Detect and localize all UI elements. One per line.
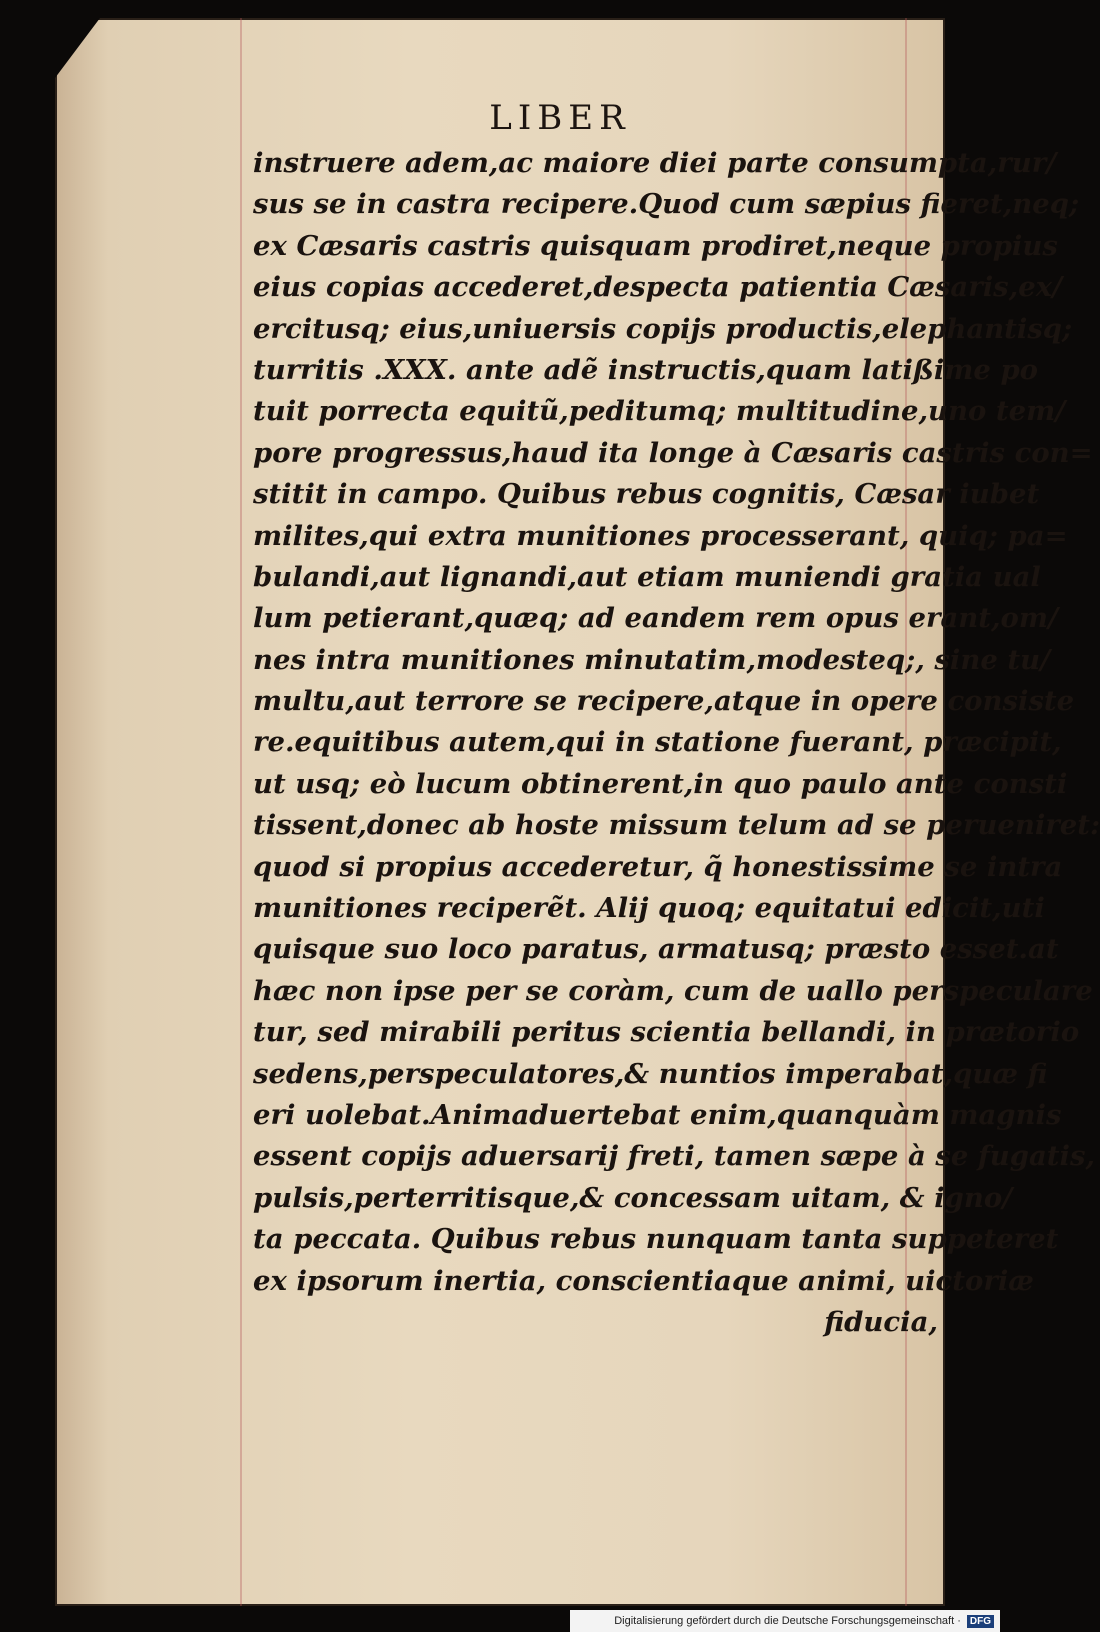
text-line: ta peccata. Quibus rebus nunquam tanta suppeteret [253, 1223, 1059, 1256]
text-line: eius copias accederet,despecta patientia Cæsaris,ex/ [253, 271, 1063, 304]
text-line: ex ipsorum inertia, conscientiaque animi, uictoriæ [253, 1264, 1034, 1297]
text-line: munitiones reciperẽt. Alij quoq; equitatui edicit,uti [253, 892, 1045, 925]
text-line: essent copijs aduersarij freti, tamen sæpe à se fugatis, [253, 1140, 1095, 1173]
text-line: pore progressus,haud ita longe à Cæsaris castris con= [253, 436, 1093, 469]
text-line: nes intra munitiones minutatim,modesteq;, sine tu/ [253, 643, 1051, 676]
text-line: ercitusq; eius,uniuersis copijs productis,elephantisq; [253, 312, 1073, 345]
text-line: multu,aut terrore se recipere,atque in opere consiste [253, 685, 1075, 718]
text-line: tissent,donec ab hoste missum telum ad se perueniret: [253, 809, 1100, 842]
body-text [253, 143, 1100, 1343]
text-line: milites,qui extra munitiones processerant, quiq; pa= [253, 519, 1068, 552]
text-line: lum petierant,quæq; ad eandem rem opus erant,om/ [253, 602, 1059, 635]
torn-corner [55, 18, 100, 78]
book-page [55, 18, 1100, 1606]
digitization-credit-bar [570, 1610, 1000, 1632]
text-line: quisque suo loco paratus, armatusq; præsto esset.at [253, 933, 1059, 966]
text-line: hæc non ipse per se coràm, cum de uallo perspeculare [253, 974, 1093, 1007]
text-line: re.equitibus autem,qui in statione fuerant, præcipit, [253, 726, 1062, 759]
text-line: quod si propius accederetur, q̃ honestissime se intra [253, 850, 1063, 883]
running-header: LIBER [489, 98, 631, 138]
margin-rule-left [240, 18, 242, 1606]
text-line: stitit in campo. Quibus rebus cognitis, Cæsar iubet [253, 478, 1040, 511]
text-line: tuit porrecta equitũ,peditumq; multitudine,uno tem/ [253, 395, 1066, 428]
text-line: pulsis,perterritisque,& concessam uitam, & igno/ [253, 1181, 1013, 1214]
catchword: fiducia, [824, 1305, 938, 1338]
text-line: sedens,perspeculatores,& nuntios imperabat,quæ fi [253, 1057, 1048, 1090]
text-line: eri uolebat.Animaduertebat enim,quanquàm magnis [253, 1098, 1062, 1131]
text-line: instruere adem,ac maiore diei parte consumpta,rur/ [253, 147, 1057, 179]
credit-text: Digitalisierung gefördert durch die Deutsche Forschungsgemeinschaft · [614, 1615, 961, 1627]
text-line: ut usq; eò lucum obtinerent,in quo paulo ante consti [253, 767, 1068, 800]
text-line: ex Cæsaris castris quisquam prodiret,neque propius [253, 229, 1058, 262]
text-line: tur, sed mirabili peritus scientia bellandi, in prætorio [253, 1016, 1080, 1049]
dfg-logo: DFG [967, 1615, 994, 1628]
text-line: turritis .XXX. ante adẽ instructis,quam latißime po [253, 353, 1039, 386]
text-line: sus se in castra recipere.Quod cum sæpius fieret,neq; [253, 188, 1080, 221]
text-line: bulandi,aut lignandi,aut etiam muniendi gratia ual [253, 560, 1041, 593]
